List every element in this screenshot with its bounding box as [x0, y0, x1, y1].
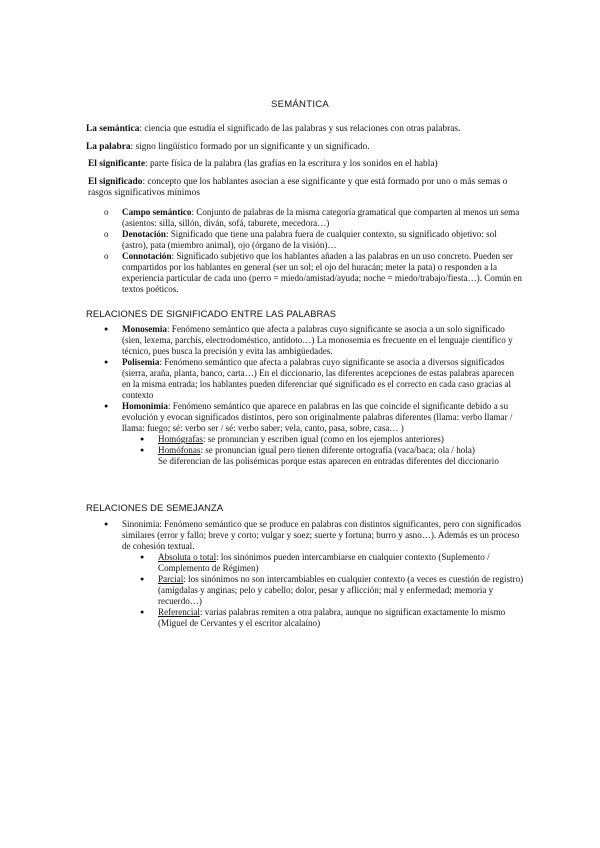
sub-list-item [140, 552, 524, 574]
sub-item-text: : los sinónimos pueden intercambiarse en cualquier contexto (Suplemento / Complemento de Régimen) [158, 552, 490, 573]
definition-term: La semántica [86, 124, 140, 134]
homonimia-sublist [140, 434, 524, 467]
definition-palabra [86, 142, 516, 153]
list-item [104, 207, 524, 229]
definition-text: : ciencia que estudia el significado de las palabras y sus relaciones con otras palabras. [139, 124, 461, 134]
definition-term: El significante [88, 159, 146, 169]
item-term: Campo semántico [122, 207, 192, 217]
definition-significante [88, 159, 518, 170]
homonimia-note: Se diferencian de las polisémicas porque estas aparecen en entradas diferentes del diccionario [158, 456, 499, 466]
definition-term: La palabra [86, 142, 131, 152]
sub-item-term: Referencial [158, 607, 200, 617]
sub-item-term: Absoluta o total [158, 552, 217, 562]
definition-text: : signo lingüístico formado por un significante y un significado. [130, 142, 370, 152]
item-term: Polisemia [122, 357, 160, 367]
definition-term: El significado [88, 177, 143, 187]
list-item [104, 324, 524, 357]
sub-list-item [140, 607, 524, 629]
sinonimia-sublist [140, 552, 524, 629]
sub-item-text: : los sinónimos no son intercambiables en cualquier contexto (a veces es cuestión de registro) (amígdalas y anginas; pelo y cabello; dolor, pesar y aflicción; mal y enfermedad; memoria y recuerdo…) [158, 574, 524, 606]
sub-item-term: Parcial [158, 574, 184, 584]
significado-list [104, 207, 524, 295]
sub-list-item [140, 434, 524, 445]
item-text: : Significado que tiene una palabra fuera de cualquier contexto, su significado objetivo: sol (astro), pata (miembro animal), ojo (órgano de la visión)… [122, 229, 497, 250]
definition-text: : concepto que los hablantes asocian a ese significante y que está formado por uno o más semas o rasgos significativos mínimos [88, 177, 508, 198]
item-text: : Fenómeno semántico que afecta a palabras cuyo significante se asocia a diversos significados (sierra, araña, planta, banco, carta…) En el diccionario, las diferentes acepciones de estas palabras aparecen en la misma entrada; los hablantes pueden diferenciar qué significado es el correcto en cada caso gracias al contexto [122, 357, 515, 400]
section-heading-semejanza: RELACIONES DE SEMEJANZA [86, 502, 224, 513]
item-term: Homonimia [122, 401, 168, 411]
item-text: : Fenómeno semántico que aparece en palabras en las que coincide el significante debido a su evolución y evocan significados distintos, pero son originalmente palabras diferentes (llama: verbo llamar / llama: fuego; sé: verbo ser / sé: verbo saber; vela, canto, pasa, sobre, casa… ) [122, 401, 513, 433]
list-item [104, 519, 524, 629]
item-text: Sinonimia: Fenómeno semántico que se produce en palabras con distintos significantes, pero con significados similares (error y fallo; breve y corto; vulgar y soez; suerte y fortuna; burro y asno…). Además es un proceso de cohesión textual. [122, 519, 522, 551]
definition-semantica [86, 124, 516, 135]
definition-text: : parte física de la palabra (las grafías en la escritura y los sonidos en el habla) [145, 159, 438, 169]
list-item [104, 357, 524, 401]
item-term: Denotación [122, 229, 166, 239]
item-term: Monosemia [122, 324, 167, 334]
sub-item-term: Homógrafas [158, 434, 203, 444]
sub-list-item [140, 574, 524, 607]
sub-item-text: : se pronuncian igual pero tienen diferente ortografía (vaca/baca; ola / hola) [200, 445, 475, 455]
definition-significado [88, 177, 523, 199]
list-item [104, 401, 524, 467]
relaciones-semejanza-list [104, 519, 524, 629]
item-text: : Significado subjetivo que los hablantes añaden a las palabras en un uso concreto. Pueden ser compartidos por los hablantes en general (ser un sol; el ojo del huracán; meter la pata) o responden a la experiencia particular de cada uno (perro = miedo/amistad/ayuda; noche = miedo/trabajo/fiesta…). Común en textos poéticos. [122, 251, 522, 294]
item-text: : Fenómeno semántico que afecta a palabras cuyo significante se asocia a un solo significado (sien, lexema, parchís, electrodoméstico, antídoto…) La monosemia es frecuente en el lenguaje científico y técnico, pues busca la precisión y evita las ambigüedades. [122, 324, 513, 356]
document-title: SEMÁNTICA [270, 99, 330, 110]
sub-item-text: : varias palabras remiten a otra palabra, aunque no significan exactamente lo mismo (Miguel de Cervantes y el escritor alcalaíno) [158, 607, 506, 628]
sub-item-text: : se pronuncian y escriben igual (como en los ejemplos anteriores) [202, 434, 444, 444]
sub-item-term: Homófonas [158, 445, 201, 455]
list-item [104, 229, 524, 251]
sub-list-item [140, 445, 524, 467]
list-item [104, 251, 524, 295]
section-heading-significado: RELACIONES DE SIGNIFICADO ENTRE LAS PALABRAS [86, 308, 337, 319]
relaciones-significado-list [104, 324, 524, 467]
item-term: Connotación [122, 251, 172, 261]
item-text: : Conjunto de palabras de la misma categoría gramatical que comparten al menos un sema (asientos: silla, sillón, diván, sofá, taburete, mecedora…) [122, 207, 520, 228]
